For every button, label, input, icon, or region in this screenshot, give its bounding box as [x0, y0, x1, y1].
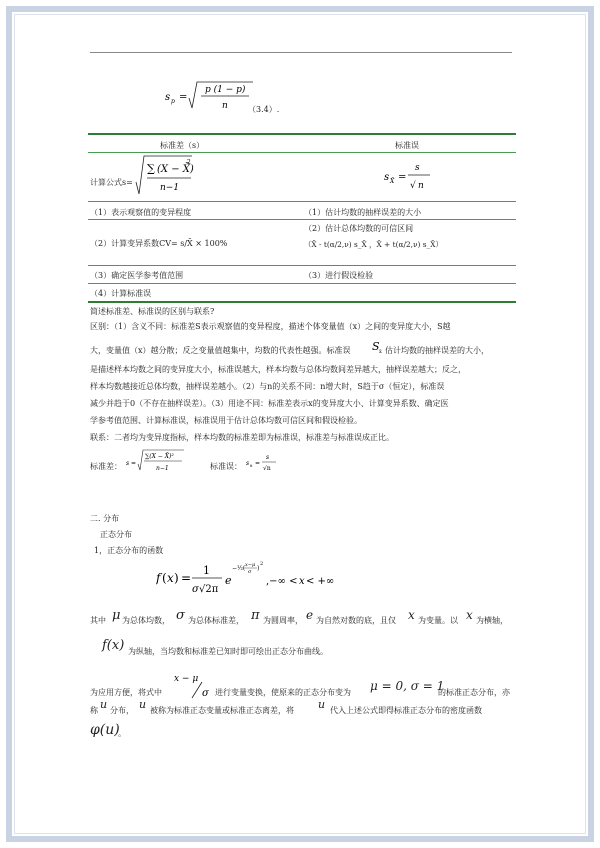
table-row3-left: （3）确定医学参考值范围 [90, 271, 184, 280]
svg-text:n: n [222, 101, 228, 111]
svg-text:√: √ [410, 181, 416, 191]
svg-text:∑: ∑ [147, 162, 155, 175]
svg-text:): ) [257, 565, 260, 572]
svg-text:f: f [156, 571, 161, 585]
diff-line-6: 学参考值范围、计算标准误，标准误用于估计总体均数可信区间和假设检验。 [90, 416, 362, 425]
svg-text:x − μ: x − μ [174, 674, 199, 684]
svg-text:): ) [174, 571, 179, 585]
svg-text:s: s [165, 92, 171, 103]
svg-text:n−1: n−1 [160, 183, 180, 193]
where-1f: 为变量。以 [418, 616, 458, 625]
svg-text:√2π: √2π [199, 584, 219, 595]
se-formula [384, 158, 438, 198]
conv-d: 称 [90, 706, 98, 715]
table-row2-right-b: （X̄ - t(α/2,ν) s_X̄ ，X̄ + t(α/2,ν) s_X̄） [304, 240, 443, 249]
section-item-1: 1，正态分布的函数 [94, 546, 164, 555]
period-mark: 。 [118, 729, 126, 738]
svg-text:=: = [398, 172, 407, 183]
svg-text:s: s [384, 172, 390, 183]
svg-text:(: ( [162, 571, 167, 585]
svg-text:X̄: X̄ [390, 178, 395, 185]
svg-text:x̄: x̄ [250, 463, 253, 468]
svg-text:e: e [225, 574, 232, 587]
sd-formula [134, 154, 194, 204]
where-1d: 为圆周率， [263, 616, 303, 625]
svg-text:n: n [418, 181, 424, 191]
table-rule-2 [88, 219, 516, 220]
svg-text:x̄: x̄ [379, 349, 382, 354]
svg-text:S: S [372, 340, 380, 353]
e-symbol: e [306, 608, 314, 622]
svg-text:=: = [181, 571, 192, 585]
svg-text:x: x [167, 571, 174, 585]
svg-text:s: s [246, 460, 250, 467]
svg-text:∑(X − X̄)²: ∑(X − X̄)² [145, 453, 174, 460]
svg-text:−½(: −½( [232, 565, 246, 572]
svg-text:p (1 − p): p (1 − p) [205, 85, 246, 95]
diff-line-2b: 估计均数的抽样误差的大小， [385, 346, 489, 355]
x-symbol-2: x [466, 608, 473, 622]
header-rule [90, 52, 512, 53]
svg-text:=: = [255, 460, 261, 467]
formula-sp [165, 80, 255, 118]
sd-label: 标准差： [90, 462, 122, 471]
table-row3-right: （3）进行假设检验 [304, 271, 374, 280]
section-title: 二. 分布 [90, 514, 120, 523]
svg-text:p: p [171, 98, 175, 105]
svg-text:x: x [299, 576, 305, 587]
where-2: 为纵轴，当均数和标准差已知时即可绘出正态分布曲线。 [128, 647, 328, 656]
fx-symbol: f(x) [102, 638, 125, 653]
u-symbol-2: u [139, 698, 147, 711]
where-1c: 为总体标准差， [188, 616, 244, 625]
table-bottom-rule [88, 301, 516, 303]
where-1a: 其中 [90, 616, 106, 625]
question-text: 简述标准差、标准误的区别与联系? [90, 307, 215, 316]
table-row4-left: （4）计算标准误 [90, 289, 152, 298]
diff-line-4: 样本均数越接近总体均数，抽样误差越小。（2）与n的关系不同：n增大时，S趋于σ（恒定），标准误 [90, 382, 445, 391]
svg-text:2: 2 [260, 561, 264, 567]
svg-text:< +∞: < +∞ [306, 576, 335, 587]
table-rule-3 [88, 265, 516, 266]
formula-number: （3.4）. [248, 105, 280, 114]
diff-line-1: 区别：（1）含义不同：标准差S表示观察值的变异程度，描述个体变量值（x）之间的变异度大小，S越 [90, 322, 451, 331]
u-symbol-3: u [318, 698, 326, 711]
sd-formula-prefix: 计算公式s= [90, 178, 133, 187]
conv-c: 的标准正态分布，亦 [438, 688, 510, 697]
conv-f: 被称为标准正态变量或标准正态离差，将 [150, 706, 294, 715]
std-normal-params: μ = 0, σ = 1 [370, 679, 445, 693]
svg-text:x−μ: x−μ [245, 562, 256, 568]
svg-text:2: 2 [187, 159, 191, 166]
svg-text:s: s [266, 454, 270, 461]
sigma-symbol: σ [176, 608, 185, 623]
diff-line-5: 减少并趋于0（不存在抽样误差）。（3）用途不同：标准差表示x的变异度大小、计算变异系数、确定医 [90, 399, 449, 408]
table-row2-right-a: （2）估计总体均数的可信区间 [304, 224, 414, 233]
table-rule-4 [88, 283, 516, 284]
x-symbol-1: x [408, 608, 415, 622]
table-row2-left: （2）计算变异系数CV= s/X̄ × 100% [90, 239, 228, 248]
svg-text:(X − X̄): (X − X̄) [157, 164, 194, 175]
table-rule-1 [88, 201, 516, 202]
svg-text:σ: σ [248, 569, 252, 575]
table-row1-right: （1）估计均数的抽样误差的大小 [304, 208, 422, 217]
svg-text:1: 1 [203, 564, 210, 577]
svg-text:n−1: n−1 [156, 465, 169, 472]
section-subtitle: 正态分布 [100, 530, 132, 539]
normal-pdf-formula [156, 556, 346, 602]
conv-e: 分布， [110, 706, 134, 715]
svg-text:,−∞ <: ,−∞ < [266, 576, 298, 587]
conv-g: 代入上述公式即得标准正态分布的密度函数 [330, 706, 482, 715]
svg-text:σ: σ [202, 688, 209, 699]
where-1b: 为总体均数， [122, 616, 170, 625]
sx-symbol [371, 338, 385, 358]
svg-text:σ: σ [192, 584, 199, 595]
pi-symbol: π [251, 608, 260, 623]
z-transform-formula [172, 670, 216, 706]
link-line: 联系：二者均为变异度指标，样本均数的标准差即为标准误，标准差与标准误成正比。 [90, 433, 394, 442]
svg-text:s: s [415, 163, 420, 173]
table-row1-left: （1）表示观察值的变异程度 [90, 208, 192, 217]
diff-line-3: 是描述样本均数之间的变异度大小，标准误越大，样本均数与总体均数间差异越大，抽样误差越大；反之， [90, 365, 466, 374]
mu-symbol: μ [112, 608, 121, 623]
table-header-rule [88, 152, 516, 153]
sd-inline-formula [126, 448, 186, 480]
table-header-left: 标准差（s） [160, 141, 205, 150]
conv-b: 进行变量变换，使原来的正态分布变为 [215, 688, 351, 697]
where-1e: 为自然对数的底，且仅 [316, 616, 396, 625]
table-header-right: 标准误 [395, 141, 419, 150]
se-inline-formula [246, 450, 280, 478]
svg-text:=: = [179, 92, 188, 103]
diff-line-2: 大，变量值（x）越分散；反之变量值越集中，均数的代表性越强。标准误 [90, 346, 351, 355]
svg-text:√n: √n [263, 465, 271, 472]
svg-text:s =: s = [126, 460, 137, 467]
u-symbol-1: u [100, 698, 108, 711]
table-top-rule [88, 133, 516, 135]
conv-a: 为应用方便，将式中 [90, 688, 162, 697]
where-1g: 为横轴， [476, 616, 508, 625]
phi-u-symbol: φ(u) [90, 722, 120, 738]
se-label: 标准误： [210, 462, 242, 471]
